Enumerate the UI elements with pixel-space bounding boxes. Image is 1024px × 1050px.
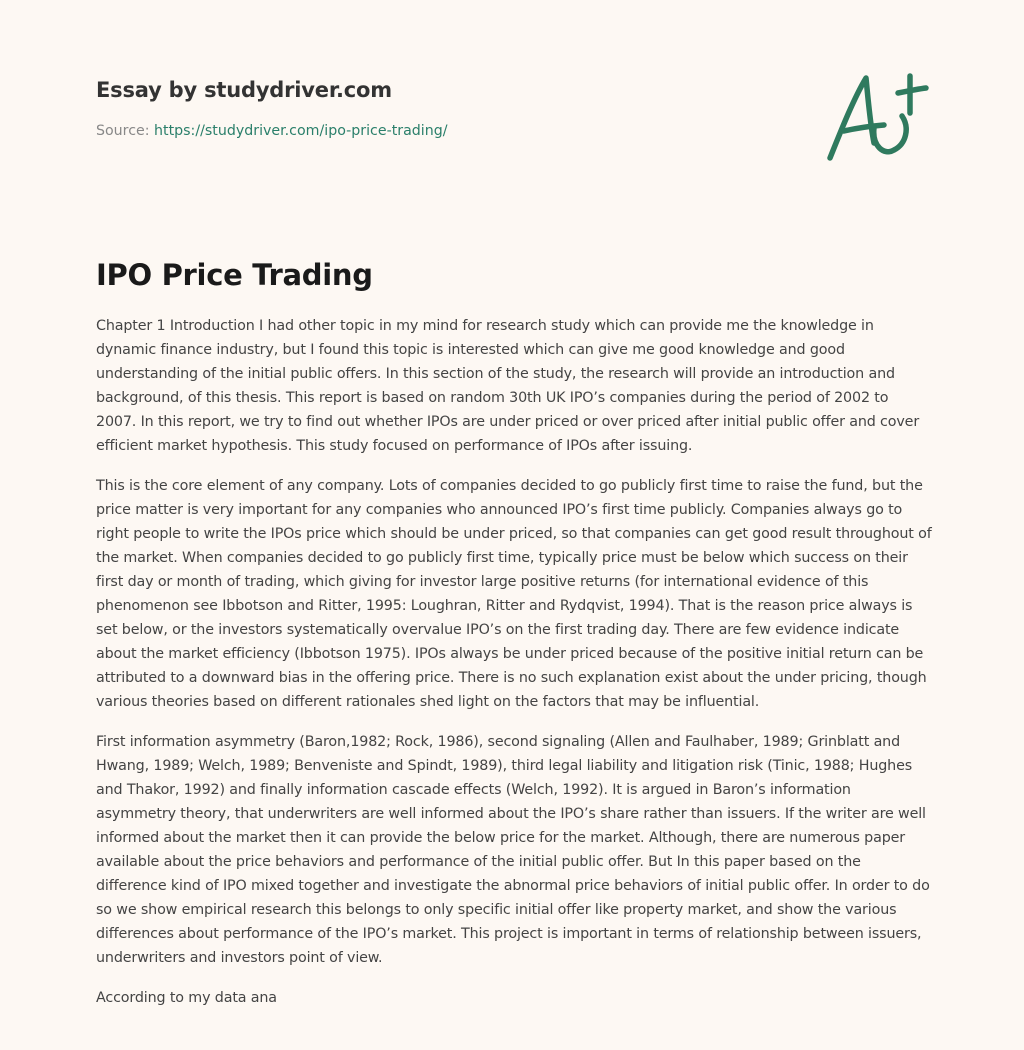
paragraph: Chapter 1 Introduction I had other topic in my mind for research study which can provide me the knowledge in dynamic finance industry, but I found this topic is interested which can give me good knowledge and good understanding of the initial public offers. In this section of the study, the research will provide an introduction and background, of this thesis. This report is based on random 30th UK IPO’s companies during the period of 2002 to 2007. In this report, we try to find out whether IPOs are under priced or over priced after initial public offer and cover efficient market hypothesis. This study focused on performance of IPOs after issuing. bbox=[96, 318, 920, 454]
a-plus-icon bbox=[822, 68, 932, 168]
paragraph: According to my data ana bbox=[96, 990, 277, 1006]
essay-header bbox=[96, 76, 696, 141]
paragraph: First information asymmetry (Baron,1982; Rock, 1986), second signaling (Allen and Faulhaber, 1989; Grinblatt and Hwang, 1989; Welch, 1989; Benveniste and Spindt, 1989), third legal liability and litigation risk (Tinic, 1988; Hughes and Thakor, 1992) and finally information cascade effects (Welch, 1992). It is argued in Baron’s information asymmetry theory, that underwriters are well informed about the IPO’s share rather than issuers. If the writer are well informed about the market then it can provide the below price for the market. Although, there are numerous paper available about the price behaviors and performance of the initial public offer. But In this paper based on the difference kind of IPO mixed together and investigate the abnormal price behaviors of initial public offer. In order to do so we show empirical research this belongs to only specific initial offer like property market, and show the various differences about performance of the IPO’s market. This project is important in terms of relationship between issuers, underwriters and investors point of view. bbox=[96, 734, 930, 966]
site-title: Essay by studydriver.com bbox=[96, 78, 392, 102]
essay-body bbox=[96, 314, 932, 1026]
source-label: Source: bbox=[96, 123, 155, 139]
source-line bbox=[96, 121, 696, 141]
source-link[interactable]: https://studydriver.com/ipo-price-trading/ bbox=[154, 123, 448, 139]
document-title: IPO Price Trading bbox=[96, 258, 373, 292]
paragraph: This is the core element of any company. Lots of companies decided to go publicly first time to raise the fund, but the price matter is very important for any companies who announced IPO’s first time publicly. Companies always go to right people to write the IPOs price which should be under priced, so that companies can get good result throughout of the market. When companies decided to go publicly first time, typically price must be below which success on their first day or month of trading, which giving for investor large positive returns (for international evidence of this phenomenon see Ibbotson and Ritter, 1995: Loughran, Ritter and Rydqvist, 1994). That is the reason price always is set below, or the investors systematically overvalue IPO’s on the first trading day. There are few evidence indicate about the market efficiency (Ibbotson 1975). IPOs always be under priced because of the positive initial return can be attributed to a downward bias in the offering price. There is no such explanation exist about the under pricing, though various theories based on different rationales shed light on the factors that may be influential. bbox=[96, 478, 932, 710]
